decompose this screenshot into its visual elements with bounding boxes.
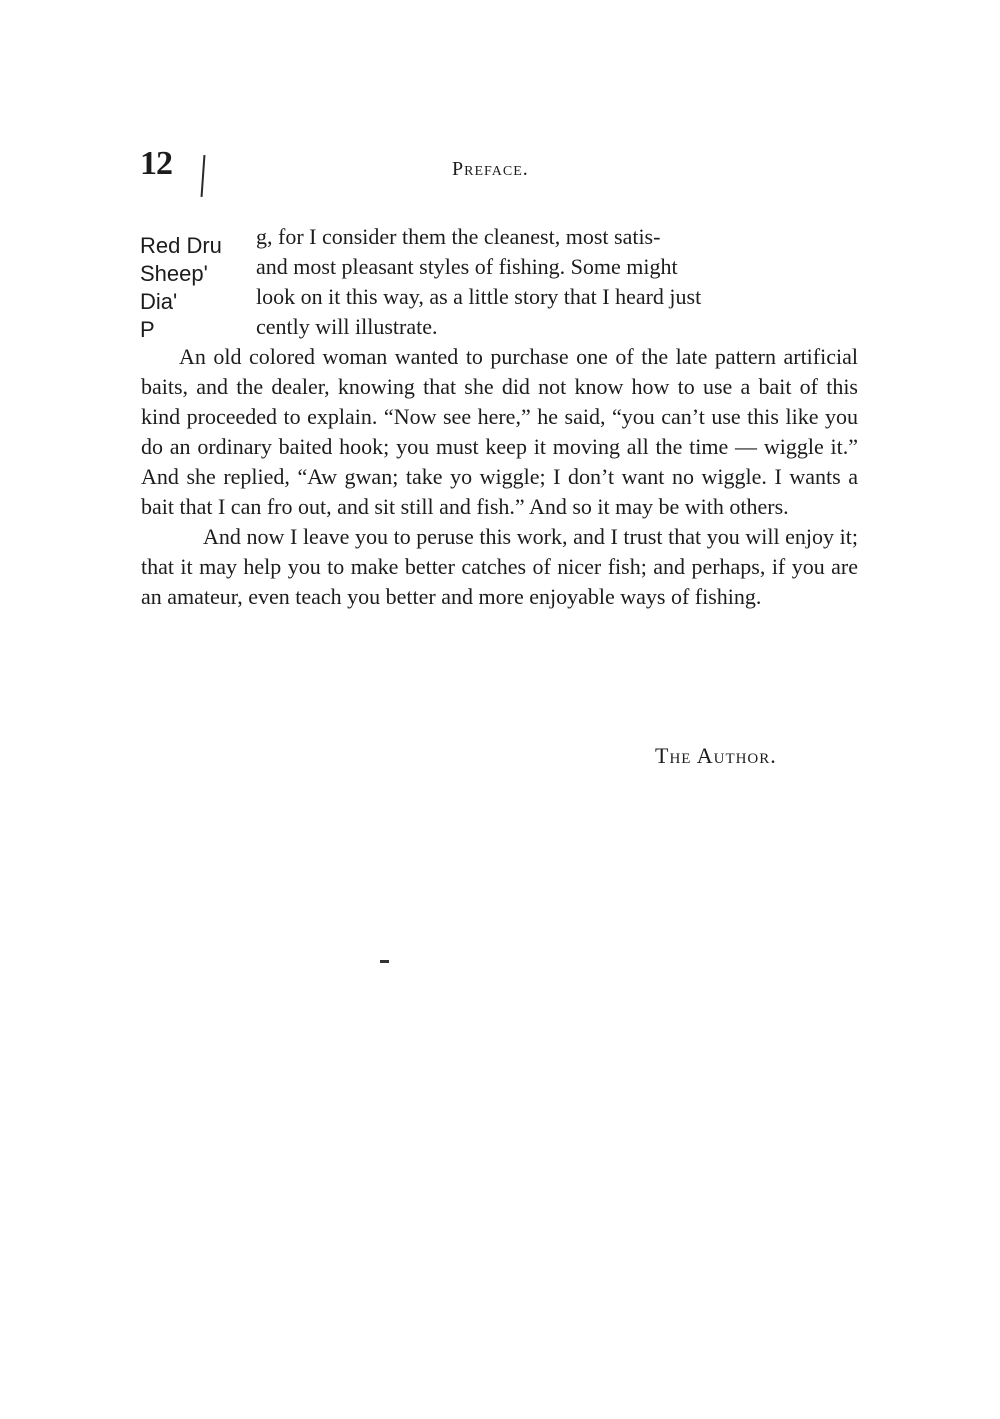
paragraph-continued	[141, 222, 858, 342]
page-number: 12	[140, 145, 172, 182]
text-line: and most pleasant styles of fishing. Some might	[256, 254, 678, 279]
text-line: cently will illustrate.	[256, 314, 438, 339]
paragraph-closing: And now I leave you to peruse this work, and I trust that you will enjoy it; that it may help you to make better catches of nicer fish; and perhaps, if you are an amateur, even teach you better and more enjoyable ways of fishing.	[141, 524, 858, 609]
text-line: g, for I consider them the cleanest, most satis-	[256, 224, 661, 249]
body-text	[141, 222, 858, 612]
margin-mark	[201, 155, 206, 197]
margin-fragment: Red Dru	[140, 233, 222, 258]
margin-fragment: Sheep'	[140, 261, 208, 286]
margin-fragment: Dia'	[140, 289, 178, 314]
print-speck	[380, 960, 389, 963]
running-head: Preface.	[452, 158, 529, 180]
text-line: look on it this way, as a little story that I heard just	[256, 284, 702, 309]
margin-fragment: P	[140, 317, 155, 342]
paragraph-anecdote: An old colored woman wanted to purchase one of the late pattern artificial baits, and the dealer, knowing that she did not know how to use a bait of this kind proceeded to explain. “Now see here,” he said, “you can’t use this like you do an ordinary baited hook; you must keep it moving all the time — wiggle it.” And she replied, “Aw gwan; take yo wiggle; I don’t want no wiggle. I wants a bait that I can fro out, and sit still and fish.” And so it may be with others.	[141, 344, 858, 519]
signature: The Author.	[655, 743, 777, 768]
